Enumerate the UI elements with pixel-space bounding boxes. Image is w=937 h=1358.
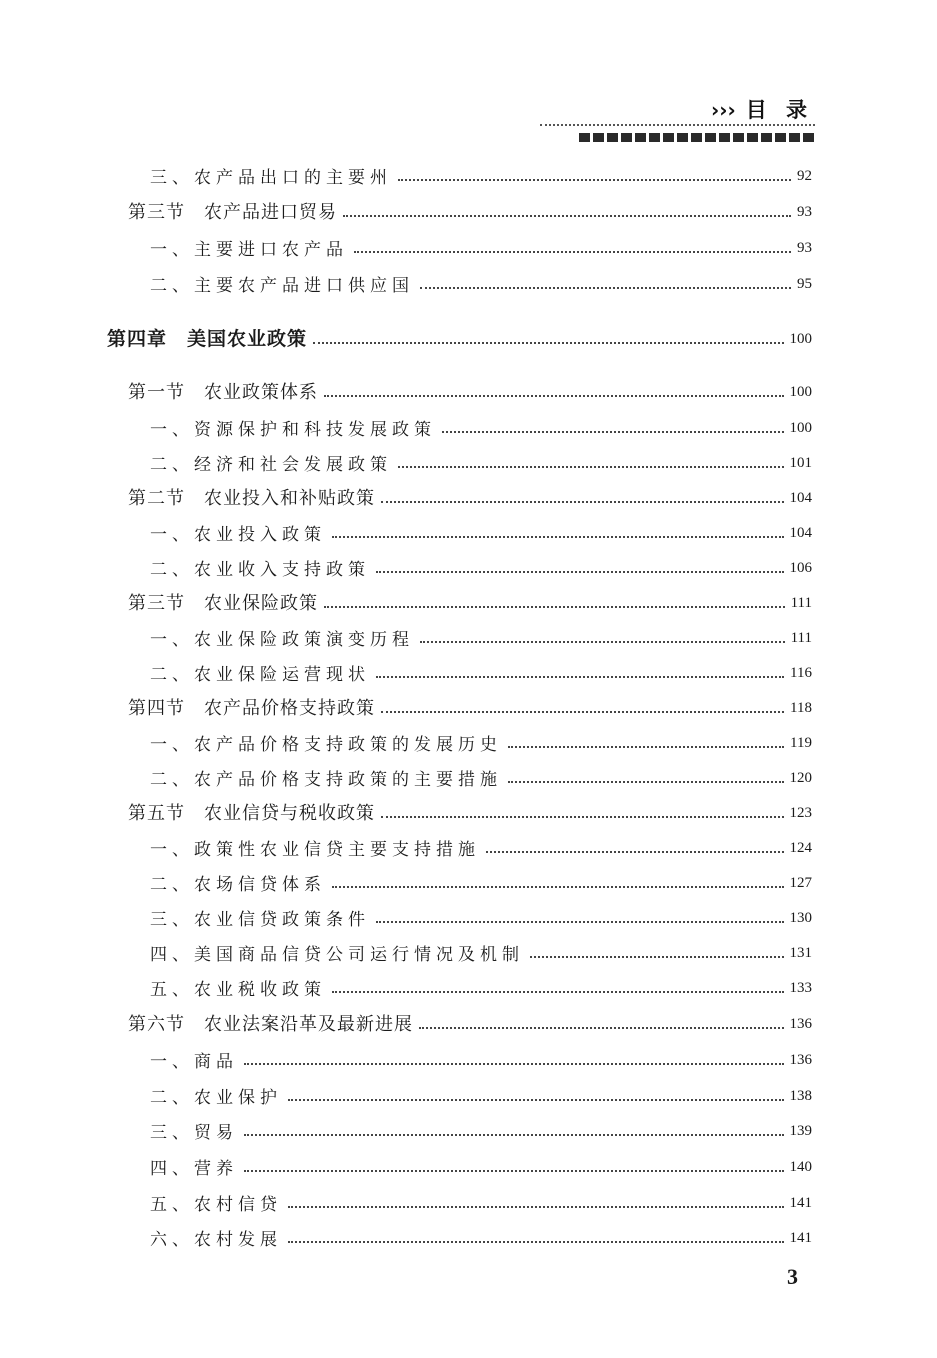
toc-item[interactable] (150, 230, 812, 260)
toc-entry-title: 一、农业投入政策 (150, 525, 326, 545)
toc-entry-title: 一、农产品价格支持政策的发展历史 (150, 735, 502, 755)
toc-entry-title: 第二节 农业投入和补贴政策 (128, 488, 375, 509)
dot-leader (288, 1241, 784, 1243)
toc-item[interactable] (150, 445, 812, 475)
toc-item[interactable] (150, 1149, 812, 1179)
dot-leader (381, 501, 784, 503)
dot-leader (442, 431, 784, 433)
toc-entry-title: 第三节 农产品进口贸易 (128, 202, 337, 223)
dot-leader (332, 886, 784, 888)
toc-entry-title: 一、商品 (150, 1052, 238, 1072)
toc-entry-title: 第三节 农业保险政策 (128, 593, 318, 614)
toc-entry-title: 五、农业税收政策 (150, 980, 326, 1000)
toc-entry-page: 120 (789, 770, 812, 786)
toc-entry-page: 104 (789, 525, 812, 541)
toc-entry-title: 四、营养 (150, 1159, 238, 1179)
dot-leader (244, 1170, 784, 1172)
toc-entry-page: 123 (789, 805, 812, 821)
toc-entry-title: 二、农业保险运营现状 (150, 665, 370, 685)
dot-leader (244, 1134, 784, 1136)
toc-entry-title: 第四章 美国农业政策 (107, 328, 308, 350)
toc-item[interactable] (150, 935, 812, 965)
toc-entry-page: 93 (797, 240, 812, 256)
toc-entry-page: 127 (789, 875, 812, 891)
toc-entry-page: 116 (790, 665, 812, 681)
toc-entry-title: 二、农业收入支持政策 (150, 560, 370, 580)
toc-entry-title: 二、农业保护 (150, 1088, 282, 1108)
toc-entry-page: 124 (789, 840, 812, 856)
toc-entry-title: 二、农场信贷体系 (150, 875, 326, 895)
toc-item[interactable] (150, 1042, 812, 1072)
toc-item[interactable] (150, 1113, 812, 1143)
toc-item[interactable] (150, 865, 812, 895)
toc-section[interactable] (128, 795, 812, 825)
toc-item[interactable] (150, 1078, 812, 1108)
dot-leader (381, 816, 784, 818)
toc-section[interactable] (128, 374, 812, 404)
dot-leader (313, 342, 783, 344)
toc-item[interactable] (150, 1185, 812, 1215)
dot-leader (324, 606, 785, 608)
toc-entry-page: 111 (790, 630, 812, 646)
toc-entry-title: 三、贸易 (150, 1123, 238, 1143)
dot-leader (244, 1063, 784, 1065)
toc-entry-title: 第五节 农业信贷与税收政策 (128, 803, 375, 824)
dot-leader (420, 641, 785, 643)
toc-entry-title: 第四节 农产品价格支持政策 (128, 698, 375, 719)
toc-entry-page: 93 (797, 204, 812, 220)
toc-entry-page: 101 (789, 455, 812, 471)
toc-entry-title: 二、农产品价格支持政策的主要措施 (150, 770, 502, 790)
toc-entry-page: 92 (797, 168, 812, 184)
toc-entry-page: 118 (790, 700, 812, 716)
toc-entry-title: 一、资源保护和科技发展政策 (150, 420, 436, 440)
toc-entry-title: 第六节 农业法案沿革及最新进展 (128, 1014, 413, 1035)
toc-entry-page: 104 (789, 490, 812, 506)
toc-section[interactable] (128, 585, 812, 615)
chevrons-icon: ››› (710, 98, 736, 122)
toc-entry-title: 一、农业保险政策演变历程 (150, 630, 414, 650)
toc-section[interactable] (128, 1006, 812, 1036)
toc-entry-title: 二、经济和社会发展政策 (150, 455, 392, 475)
toc-entry-page: 136 (789, 1052, 812, 1068)
toc-entry-page: 100 (789, 384, 812, 400)
toc-entry-title: 五、农村信贷 (150, 1195, 282, 1215)
dot-leader (324, 395, 784, 397)
dot-leader (530, 956, 784, 958)
toc-section[interactable] (128, 194, 812, 224)
dot-leader (419, 1027, 784, 1029)
toc-item[interactable] (150, 760, 812, 790)
toc-item[interactable] (150, 158, 812, 188)
toc-entry-page: 136 (789, 1016, 812, 1032)
toc-entry-page: 130 (789, 910, 812, 926)
toc-entry-page: 140 (789, 1159, 812, 1175)
dot-leader (354, 251, 791, 253)
toc-item[interactable] (150, 1220, 812, 1250)
dot-leader (398, 179, 791, 181)
toc-entry-title: 二、主要农产品进口供应国 (150, 276, 414, 296)
toc-entry-title: 三、农产品出口的主要州 (150, 168, 392, 188)
dot-leader (381, 711, 784, 713)
toc-entry-page: 131 (789, 945, 812, 961)
toc-entry-page: 141 (789, 1195, 812, 1211)
toc-item[interactable] (150, 266, 812, 296)
toc-item[interactable] (150, 900, 812, 930)
dot-leader (508, 781, 784, 783)
toc-chapter[interactable] (107, 321, 812, 351)
toc-entry-page: 139 (789, 1123, 812, 1139)
dot-leader (376, 676, 784, 678)
toc-item[interactable] (150, 725, 812, 755)
dot-leader (376, 921, 784, 923)
toc-entry-title: 第一节 农业政策体系 (128, 382, 318, 403)
page-number: 3 (787, 1264, 798, 1289)
toc-entry-title: 一、政策性农业信贷主要支持措施 (150, 840, 480, 860)
toc-item[interactable] (150, 410, 812, 440)
dot-leader (420, 287, 791, 289)
header-title-text: 目 录 (745, 98, 813, 122)
toc-item[interactable] (150, 620, 812, 650)
toc-entry-page: 95 (797, 276, 812, 292)
dot-leader (376, 571, 784, 573)
toc-section[interactable] (128, 690, 812, 720)
toc-entry-page: 138 (789, 1088, 812, 1104)
dot-leader (486, 851, 784, 853)
toc-entry-page: 133 (789, 980, 812, 996)
toc-item[interactable] (150, 550, 812, 580)
toc-section[interactable] (128, 480, 812, 510)
toc-entry-page: 119 (790, 735, 812, 751)
toc-entry-title: 六、农村发展 (150, 1230, 282, 1250)
toc-entry-page: 141 (789, 1230, 812, 1246)
toc-entry-title: 一、主要进口农产品 (150, 240, 348, 260)
toc-item[interactable] (150, 830, 812, 860)
toc-entry-title: 四、美国商品信贷公司运行情况及机制 (150, 945, 524, 965)
toc-item[interactable] (150, 970, 812, 1000)
dot-leader (508, 746, 784, 748)
toc-entry-page: 106 (789, 560, 812, 576)
toc-item[interactable] (150, 655, 812, 685)
dot-leader (343, 215, 791, 217)
dot-leader (332, 536, 784, 538)
toc-entry-page: 100 (789, 420, 812, 436)
toc-entry-page: 100 (789, 331, 812, 347)
dot-leader (288, 1099, 784, 1101)
toc-entry-title: 三、农业信贷政策条件 (150, 910, 370, 930)
dot-leader (398, 466, 784, 468)
dot-leader (332, 991, 784, 993)
toc-entry-page: 111 (790, 595, 812, 611)
dot-leader (288, 1206, 784, 1208)
toc-item[interactable] (150, 515, 812, 545)
